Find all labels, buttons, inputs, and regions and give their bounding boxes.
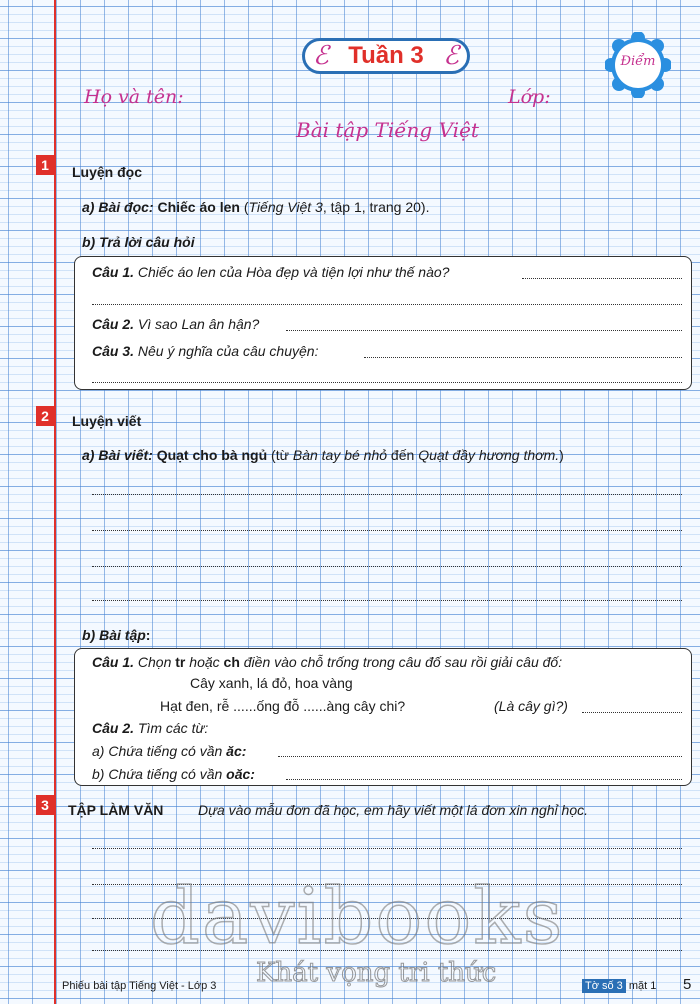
answer-line[interactable] [364, 357, 682, 358]
writing-line[interactable] [92, 566, 682, 567]
exercise-q1-pre: Chọn [137, 654, 172, 670]
writing-label: a) Bài viết: [82, 447, 153, 463]
question-1 [92, 264, 449, 280]
exercise-colon: : [145, 627, 151, 643]
exercise-q2b-colon: : [250, 766, 255, 782]
section-title-composition: TẬP LÀM VĂN [68, 802, 164, 818]
answer-questions-label: b) Trả lời câu hỏi [82, 234, 195, 250]
answer-line[interactable] [286, 330, 682, 331]
writing-line[interactable] [92, 600, 682, 601]
answer-line[interactable] [286, 779, 682, 780]
writing-close: ) [559, 447, 564, 463]
writing-start: Bàn tay bé nhỏ [292, 447, 388, 463]
sheet-side: mặt 1 [628, 980, 657, 992]
name-label: Họ và tên: [84, 86, 184, 108]
exercise-q1-ch: ch [223, 654, 240, 670]
page-number: 5 [683, 976, 692, 993]
watermark-brand: davibooks [150, 872, 565, 962]
exercise-q2b [92, 766, 255, 782]
exercise-q2-label: Câu 2. [92, 720, 135, 736]
exercise-q2b-pre: b) Chứa tiếng có vần [92, 766, 223, 782]
week-title: Tuần 3 [348, 42, 424, 69]
sheet-number: Tờ số 3 [582, 979, 626, 993]
exercise-label: b) Bài tập [82, 627, 146, 643]
answer-line[interactable] [278, 756, 682, 757]
week-title-box [302, 38, 470, 74]
riddle-answer-prompt: (Là cây gì?) [494, 698, 568, 714]
writing-end: Quạt đầy hương thơm. [418, 447, 560, 463]
riddle-answer-line[interactable] [582, 712, 682, 713]
writing-line[interactable] [92, 494, 682, 495]
watermark-slogan: Khát vọng tri thức [256, 958, 497, 988]
writing-title: Quạt cho bà ngủ [156, 447, 268, 463]
reading-label: a) Bài đọc: [82, 199, 154, 215]
class-label: Lớp: [508, 86, 551, 108]
writing-line[interactable] [92, 530, 682, 531]
exercise-q1-label: Câu 1. [92, 654, 135, 670]
reading-paren-open: ( [239, 199, 249, 215]
question-1-text: Chiếc áo len của Hòa đẹp và tiện lợi như thế nào? [137, 264, 450, 280]
section-number-3: 3 [36, 795, 54, 815]
section-number-2: 2 [36, 406, 54, 426]
exercise-q1-post: điền vào chỗ trống trong câu đố sau rồi giải câu đố: [243, 654, 563, 670]
composition-prompt: Dựa vào mẫu đơn đã học, em hãy viết một lá đơn xin nghỉ học. [198, 802, 589, 818]
exercise-q2a-colon: : [241, 743, 247, 759]
question-2-text: Vì sao Lan ân hận? [137, 316, 260, 332]
exercise-label-line [82, 627, 150, 643]
reading-book: Tiếng Việt 3 [248, 199, 323, 215]
section-number-1: 1 [36, 155, 54, 175]
worksheet-subtitle: Bài tập Tiếng Việt [296, 118, 479, 142]
exercise-q2a [92, 743, 246, 759]
ornament-left: ℰ [313, 41, 329, 71]
question-3 [92, 343, 318, 359]
footer-title: Phiếu bài tập Tiếng Việt - Lớp 3 [62, 980, 217, 992]
exercise-q2a-rhyme: ăc [226, 743, 242, 759]
exercise-q2b-rhyme: oăc [226, 766, 251, 782]
riddle-line-1: Cây xanh, lá đỏ, hoa vàng [190, 675, 353, 691]
writing-from: (từ [267, 447, 293, 463]
riddle-line-2: Hạt đen, rễ ......ống đỗ ......àng cây chi? [160, 698, 406, 714]
exercise-q2a-pre: a) Chứa tiếng có vần [92, 743, 223, 759]
exercise-q1 [92, 654, 562, 670]
answer-line[interactable] [92, 304, 682, 305]
reading-title: Chiếc áo len [157, 199, 240, 215]
question-3-label: Câu 3. [92, 343, 135, 359]
footer-sheet [582, 980, 656, 992]
writing-to: đến [387, 447, 419, 463]
reading-rest: , tập 1, trang 20). [322, 199, 430, 215]
exercise-q1-tr: tr [175, 654, 186, 670]
composition-line[interactable] [92, 848, 682, 849]
answer-line[interactable] [92, 382, 682, 383]
question-1-label: Câu 1. [92, 264, 135, 280]
exercise-q1-mid: hoặc [189, 654, 220, 670]
exercise-q2-text: Tìm các từ: [137, 720, 209, 736]
answer-line[interactable] [522, 278, 682, 279]
exercise-q2 [92, 720, 208, 736]
question-3-text: Nêu ý nghĩa của câu chuyện: [137, 343, 319, 359]
question-2 [92, 316, 259, 332]
writing-passage-line [82, 447, 564, 463]
section-title-writing: Luyện viết [72, 413, 142, 429]
question-2-label: Câu 2. [92, 316, 135, 332]
ornament-right: ℰ [443, 41, 459, 71]
reading-passage-line [82, 199, 429, 215]
score-label: Điểm [620, 54, 656, 69]
page-margin-line [54, 0, 56, 1004]
score-badge [605, 32, 671, 98]
section-title-reading: Luyện đọc [72, 164, 143, 180]
